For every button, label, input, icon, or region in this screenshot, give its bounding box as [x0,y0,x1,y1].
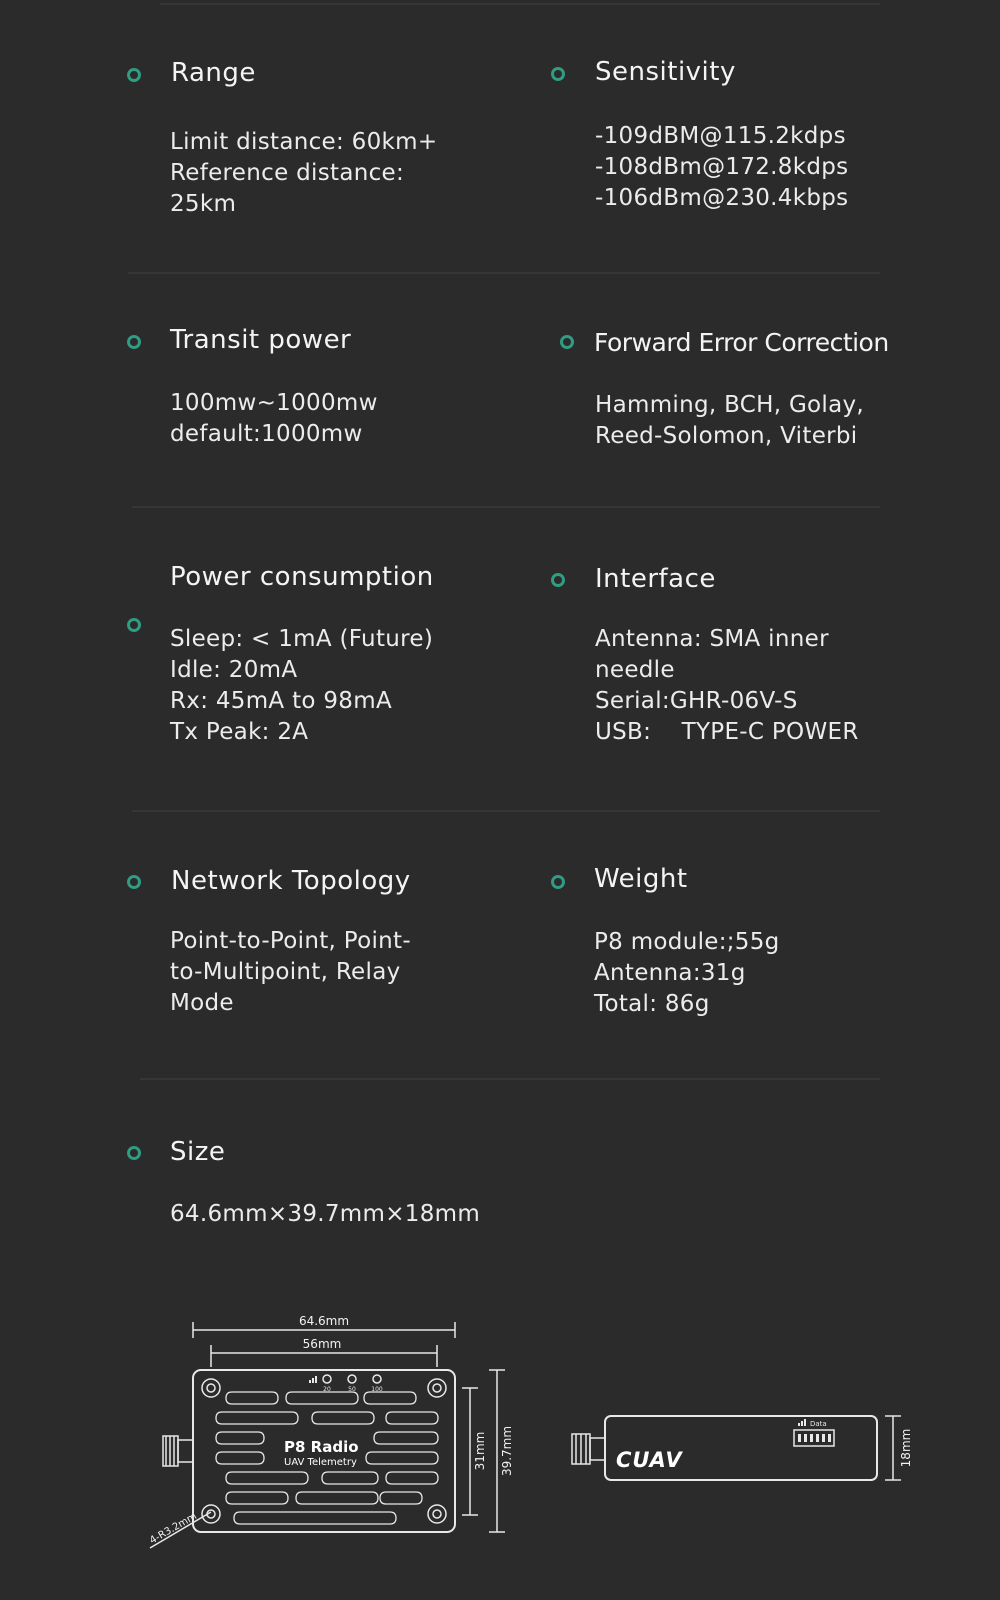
dim-label-width-inner: 56mm [302,1337,342,1351]
spec-body: Sleep: < 1mA (Future) Idle: 20mA Rx: 45mA to 98mA Tx Peak: 2A [170,626,434,745]
spec-body: 100mw~1000mw default:1000mw [170,390,378,447]
heatsink-fins [216,1392,438,1524]
bullet-icon [127,875,141,889]
led-indicator-icon [323,1375,381,1383]
module-side-view [605,1416,877,1480]
thickness-dimension [885,1416,901,1480]
led-label: 50 [348,1386,356,1393]
spec-title: Network Topology [171,866,411,896]
spec-body: -109dBM@115.2kdps -108dBm@172.8kdps -106dBm@230.4kbps [595,123,849,211]
spec-body: 64.6mm×39.7mm×18mm [170,1201,481,1227]
separator [140,1078,880,1080]
dimension-lines [150,1322,505,1548]
dim-label-height-outer: 39.7mm [500,1425,514,1477]
bullet-icon [127,1146,141,1160]
bullet-icon [560,335,574,349]
spec-title: Forward Error Correction [594,328,889,357]
bullet-icon [551,875,565,889]
port-label: Data [810,1420,827,1428]
dim-label-thickness: 18mm [899,1428,913,1468]
brand-logo: CUAV [616,1448,683,1472]
signal-icon [309,1376,806,1426]
spec-title: Transit power [170,325,352,355]
dim-label-height-inner: 31mm [473,1431,487,1471]
separator [132,506,880,508]
mount-hole-icon [202,1379,446,1523]
sma-connector-side-icon [572,1434,605,1464]
sma-connector-icon [163,1436,193,1466]
spec-title: Sensitivity [595,57,736,87]
dim-label-hole: 4-R3.2mm [148,1510,199,1547]
spec-body: Point-to-Point, Point- to-Multipoint, Relay Mode [170,928,411,1016]
spec-title: Range [171,58,256,88]
spec-body: Antenna: SMA inner needle Serial:GHR-06V-S USB: TYPE-C POWER [595,626,859,745]
spec-body: P8 module:;55g Antenna:31g Total: 86g [594,929,780,1017]
bullet-icon [551,573,565,587]
spec-title: Size [170,1137,226,1167]
product-name: P8 Radio [284,1438,359,1456]
spec-title: Power consumption [170,562,434,592]
separator [132,810,880,812]
separator [128,272,880,274]
product-subtitle: UAV Telemetry [284,1457,357,1468]
bullet-icon [127,68,141,82]
module-top-view [193,1370,455,1532]
led-label: 100 [371,1386,383,1393]
bullet-icon [127,335,141,349]
data-port-icon [794,1430,834,1446]
dim-label-width-outer: 64.6mm [298,1314,350,1328]
spec-body: Hamming, BCH, Golay, Reed-Solomon, Viterbi [595,392,865,449]
bullet-icon [127,618,141,632]
led-label: 20 [323,1386,331,1393]
spec-body: Limit distance: 60km+ Reference distance: 25km [170,129,438,217]
spec-title: Weight [594,864,688,894]
separator [160,3,880,5]
data-port-pins [798,1434,831,1442]
bullet-icon [551,67,565,81]
spec-title: Interface [595,564,716,594]
